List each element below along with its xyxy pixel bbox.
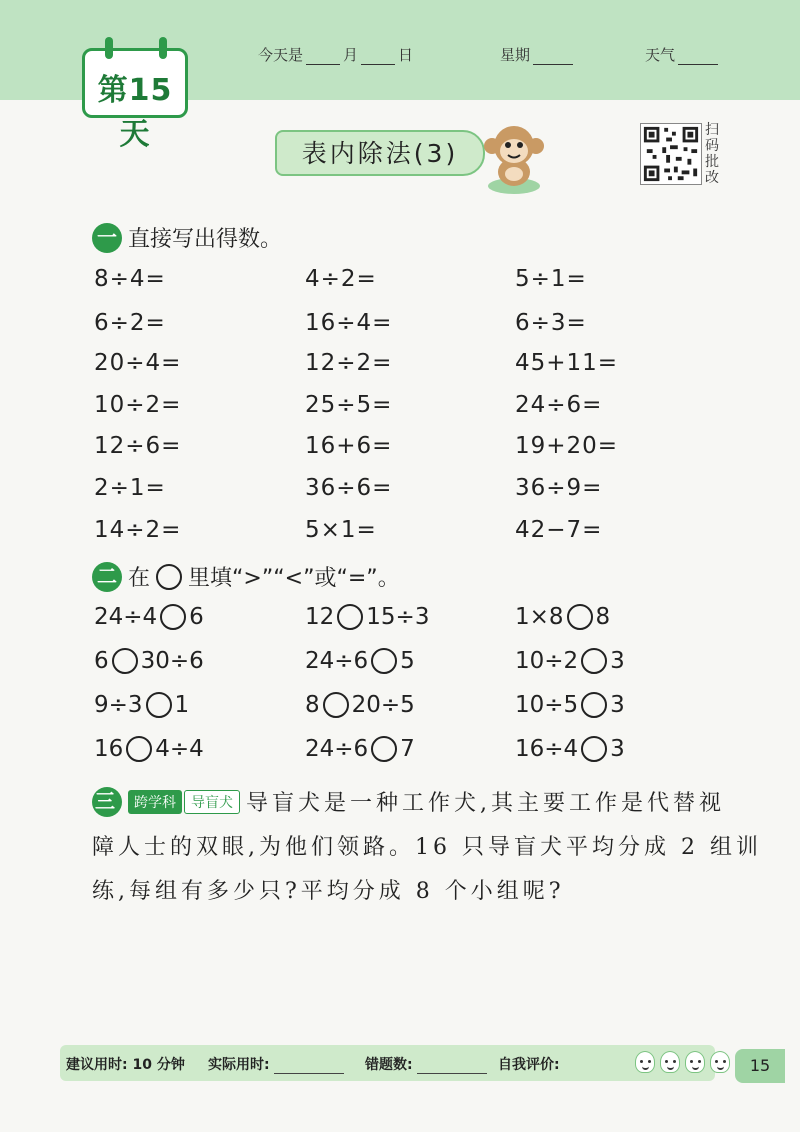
word-problem-line-1: 三 跨学科 导盲犬 导盲犬是一种工作犬,其主要工作是代替视	[92, 786, 725, 817]
compare-problem: 6 30÷6	[94, 648, 204, 674]
page-number: 15	[735, 1049, 785, 1083]
lesson-title: 表内除法(3)	[301, 139, 459, 168]
section-badge: 一	[92, 223, 122, 253]
calc-problem: 24÷6=	[515, 392, 603, 418]
qr-code-icon[interactable]	[640, 123, 702, 185]
section-badge: 三	[92, 787, 122, 817]
topic-tag: 导盲犬	[184, 790, 240, 814]
day-label-suffix: 日	[398, 46, 414, 64]
compare-problem: 1×8 8	[515, 604, 611, 630]
compare-problem: 24÷4 6	[94, 604, 204, 630]
day-label: 第15天	[97, 73, 173, 152]
compare-problem: 12 15÷3	[305, 604, 430, 630]
monkey-mascot-icon	[478, 120, 548, 196]
month-label: 月	[343, 46, 359, 64]
calc-problem: 5÷1=	[515, 266, 587, 292]
answer-circle[interactable]	[112, 648, 138, 674]
calc-problem: 6÷3=	[515, 310, 587, 336]
interdisciplinary-tag: 跨学科	[128, 790, 182, 814]
calc-problem: 12÷2=	[305, 350, 393, 376]
actual-time-field: 实际用时:	[208, 1054, 344, 1074]
smiley-face-icon[interactable]	[685, 1051, 705, 1073]
smiley-face-icon[interactable]	[635, 1051, 655, 1073]
weekday-label: 星期	[500, 46, 531, 64]
calc-problem: 45+11=	[515, 350, 619, 376]
calc-problem: 2÷1=	[94, 475, 166, 501]
calc-problem: 12÷6=	[94, 433, 182, 459]
answer-circle[interactable]	[581, 736, 607, 762]
calc-problem: 36÷9=	[515, 475, 603, 501]
self-eval-label: 自我评价:	[498, 1057, 560, 1073]
date-prefix: 今天是	[258, 46, 304, 64]
weather-blank[interactable]	[678, 51, 718, 65]
section-2-heading	[92, 561, 400, 592]
section-2-instruction-post: 里填“>”“<”或“=”。	[188, 566, 400, 591]
calc-problem: 16÷4=	[305, 310, 393, 336]
compare-problem: 16 4÷4	[94, 736, 204, 762]
compare-problem: 8 20÷5	[305, 692, 415, 718]
lesson-title-banner	[275, 130, 485, 176]
calc-problem: 10÷2=	[94, 392, 182, 418]
day-blank[interactable]	[361, 51, 395, 65]
calc-problem: 19+20=	[515, 433, 619, 459]
footer-stats-bar	[60, 1045, 715, 1081]
section-1-instruction: 直接写出得数。	[128, 227, 283, 252]
section-2-instruction-pre: 在	[128, 566, 151, 591]
answer-circle[interactable]	[371, 736, 397, 762]
calc-problem: 14÷2=	[94, 517, 182, 543]
section-1-heading	[92, 222, 282, 253]
compare-problem: 9÷3 1	[94, 692, 190, 718]
smiley-face-icon[interactable]	[660, 1051, 680, 1073]
wrong-count-field: 错题数:	[365, 1054, 487, 1074]
weekday-blank[interactable]	[533, 51, 573, 65]
calc-problem: 5×1=	[305, 517, 377, 543]
smiley-face-icon[interactable]	[710, 1051, 730, 1073]
calc-problem: 4÷2=	[305, 266, 377, 292]
wrong-count-blank[interactable]	[417, 1062, 487, 1074]
weather-label: 天气	[645, 46, 676, 64]
calendar-ring-icon	[105, 37, 113, 59]
calc-problem: 16+6=	[305, 433, 393, 459]
day-calendar-badge	[82, 48, 188, 152]
compare-circle-icon	[156, 564, 182, 590]
answer-circle[interactable]	[371, 648, 397, 674]
answer-circle[interactable]	[581, 648, 607, 674]
answer-circle[interactable]	[323, 692, 349, 718]
calc-problem: 20÷4=	[94, 350, 182, 376]
word-problem-line-3: 练,每组有多少只?平均分成 8 个小组呢?	[92, 879, 565, 904]
section-badge: 二	[92, 562, 122, 592]
answer-circle[interactable]	[337, 604, 363, 630]
scan-to-grade-label: 扫 码 批 改	[705, 122, 719, 186]
actual-time-blank[interactable]	[274, 1062, 344, 1074]
calendar-ring-icon	[159, 37, 167, 59]
compare-problem: 10÷5 3	[515, 692, 625, 718]
word-problem-line-2: 障人士的双眼,为他们领路。16 只导盲犬平均分成 2 组训	[92, 835, 762, 860]
answer-circle[interactable]	[567, 604, 593, 630]
month-blank[interactable]	[306, 51, 340, 65]
answer-circle[interactable]	[146, 692, 172, 718]
weather-field	[645, 44, 721, 65]
calc-problem: 42−7=	[515, 517, 603, 543]
compare-problem: 16÷4 3	[515, 736, 625, 762]
answer-circle[interactable]	[581, 692, 607, 718]
compare-problem: 24÷6 5	[305, 648, 415, 674]
calc-problem: 8÷4=	[94, 266, 166, 292]
compare-problem: 10÷2 3	[515, 648, 625, 674]
calc-problem: 6÷2=	[94, 310, 166, 336]
date-field	[258, 44, 413, 65]
weekday-field	[500, 44, 576, 65]
suggested-time: 建议用时: 10 分钟	[66, 1057, 185, 1073]
compare-problem: 24÷6 7	[305, 736, 415, 762]
calc-problem: 36÷6=	[305, 475, 393, 501]
calc-problem: 25÷5=	[305, 392, 393, 418]
answer-circle[interactable]	[126, 736, 152, 762]
answer-circle[interactable]	[160, 604, 186, 630]
